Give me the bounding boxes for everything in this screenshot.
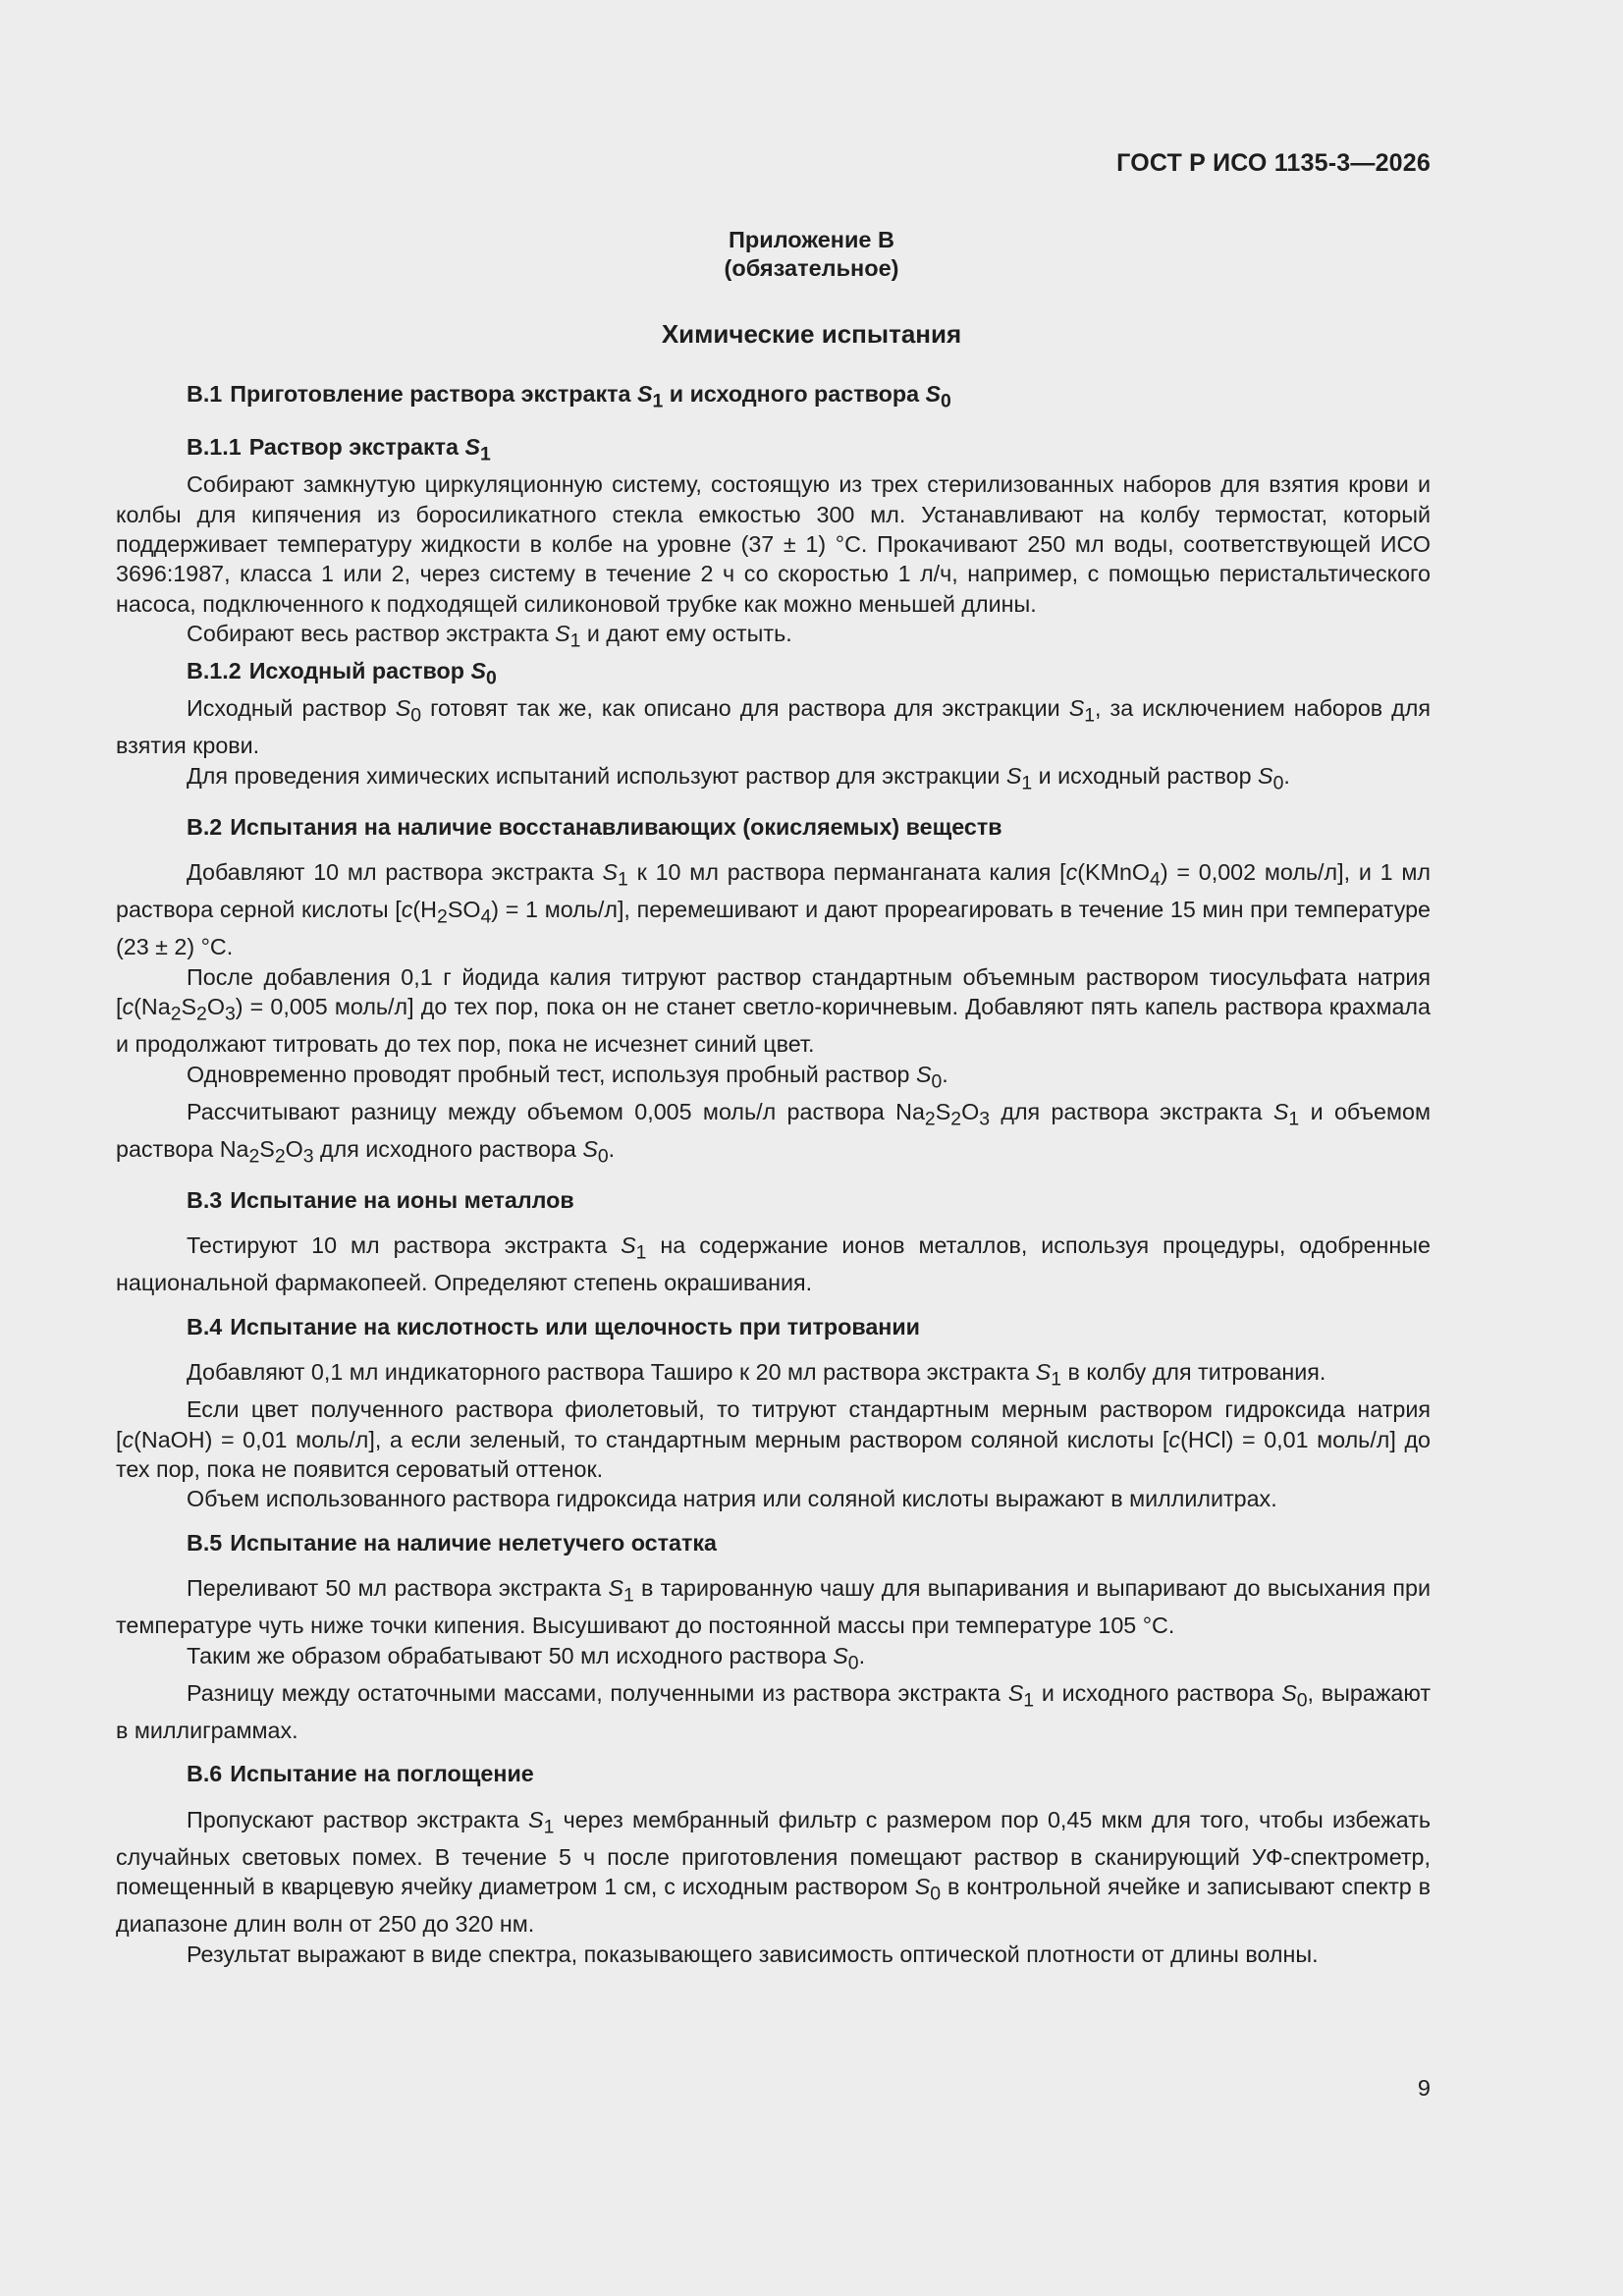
- section-heading: [116, 379, 1431, 416]
- section-gap: [116, 1172, 1431, 1185]
- subsection-heading: [116, 656, 1431, 693]
- section-title: Испытание на наличие нелетучего остатка: [230, 1529, 718, 1556]
- section-gap: [116, 798, 1431, 812]
- subsection-heading: [116, 432, 1431, 469]
- paragraph: После добавления 0,1 г йодида калия титруют раствор стандартным объемным раствором тиосульфата натрия [$c(Na_2S_2O_3) = 0,005$ моль/л] до тех пор, пока он не станет светло-коричневым. Добавляют пять капель раствора крахмала и продолжают титровать до тех пор, пока не исчезнет синий цвет.: [116, 963, 1431, 1058]
- paragraph: Исходный раствор $S_0$ готовят так же, как описано для раствора для экстракции $S_1$, за исключением наборов для взятия крови.: [116, 695, 1431, 759]
- section-title: Раствор экстракта $S_1$: [248, 434, 491, 465]
- paragraph: Результат выражают в виде спектра, показывающего зависимость оптической плотности от длины волны.: [187, 1941, 1319, 1967]
- section-title: Приготовление раствора экстракта $S_1$ и исходного раствора $S_0$: [230, 381, 951, 412]
- document-code: ГОСТ Р ИСО 1135-3—2026: [1116, 149, 1431, 177]
- section-heading: [116, 1759, 1431, 1788]
- page-number: 9: [1417, 2075, 1431, 2101]
- section-number: В.6: [187, 1761, 223, 1787]
- section-number: В.1.2: [187, 658, 242, 684]
- section-title: Исходный раствор $S_0$: [248, 658, 497, 689]
- paragraph: Таким же образом обрабатывают 50 мл исходного раствора $S_0$.: [187, 1642, 866, 1674]
- paragraph: Пропускают раствор экстракта $S_1$ через мембранный фильтр с размером пор 0,45 мкм для того, чтобы избежать случайных световых помех. В течение 5 ч после приготовления помещают раствор в сканирующий УФ-спектрометр, помещенный в кварцевую ячейку диаметром 1 см, с исходным раствором $S_0$ в контрольной ячейке и записывают спектр в диапазоне длин волн от 250 до 320 нм.: [116, 1806, 1432, 1938]
- annex-label: Приложение В: [729, 227, 894, 252]
- section-heading: [116, 1185, 1431, 1215]
- section-number: В.4: [187, 1313, 223, 1339]
- section-number: В.3: [187, 1186, 223, 1213]
- document-body: [116, 379, 1431, 1969]
- paragraph: Объем использованного раствора гидроксида натрия или соляной кислоты выражают в миллилитрах.: [187, 1486, 1277, 1512]
- paragraph: Если цвет полученного раствора фиолетовый, то титруют стандартным мерным раствором гидроксида натрия [c(NaOH) = 0,01 моль/л], а если зеленый, то стандартным мерным раствором соляной кислоты [c(HCl) = 0,01 моль/л] до тех пор, пока не появится сероватый оттенок.: [116, 1396, 1431, 1482]
- paragraph: Для проведения химических испытаний используют раствор для экстракции $S_1$ и исходный раствор $S_0$.: [187, 762, 1290, 794]
- section-heading: [116, 1528, 1431, 1558]
- paragraph: Добавляют 0,1 мл индикаторного раствора Таширо к 20 мл раствора экстракта $S_1$ в колбу для титрования.: [187, 1359, 1326, 1391]
- section-heading: [116, 812, 1431, 842]
- section-title: Испытание на кислотность или щелочность при титровании: [230, 1313, 921, 1339]
- section-number: В.1: [187, 381, 223, 407]
- section-number: В.1.1: [187, 434, 242, 461]
- section-gap: [116, 1514, 1431, 1528]
- section-heading: [116, 1312, 1431, 1341]
- paragraph: Одновременно проводят пробный тест, используя пробный раствор $S_0$.: [187, 1061, 948, 1093]
- section-title: Испытания на наличие восстанавливающих (окисляемых) веществ: [230, 813, 1002, 840]
- paragraph: Переливают 50 мл раствора экстракта $S_1$ в тарированную чашу для выпаривания и выпаривают до высыхания при температуре чуть ниже точки кипения. Высушивают до постоянной массы при температуре 105 °С.: [116, 1575, 1431, 1639]
- section-title: Испытание на поглощение: [230, 1761, 534, 1787]
- section-number: В.2: [187, 813, 223, 840]
- section-gap: [116, 1298, 1431, 1312]
- section-gap: [116, 1745, 1431, 1759]
- annex-title: Химические испытания: [661, 319, 962, 349]
- section-title: Испытание на ионы металлов: [230, 1186, 574, 1213]
- paragraph: Добавляют 10 мл раствора экстракта $S_1$ к 10 мл раствора перманганата калия [c(KMnO$_4$) = 0,002 моль/л], и 1 мл раствора серной кислоты [$c(H_2SO_4) = 1$ моль/л], перемешивают и дают прореагировать в течение 15 мин при температуре (23 ± 2) °С.: [116, 859, 1432, 960]
- section-number: В.5: [187, 1529, 223, 1556]
- paragraph: Рассчитывают разницу между объемом 0,005 моль/л раствора $Na_2S_2O_3$ для раствора экстракта $S_1$ и объемом раствора $Na_2S_2O_3$ для исходного раствора $S_0$.: [116, 1098, 1431, 1168]
- annex-status: (обязательное): [724, 255, 899, 281]
- annex-heading: [0, 226, 1623, 283]
- paragraph: Собирают замкнутую циркуляционную систему, состоящую из трех стерилизованных наборов для взятия крови и колбы для кипячения из боросиликатного стекла емкостью 300 мл. Устанавливают на колбу термостат, который поддерживает температуру жидкости в колбе на уровне (37 ± 1) °С. Прокачивают 250 мл воды, соответствующей ИСО 3696:1987, класса 1 или 2, через систему в течение 2 ч со скоростью 1 л/ч, например, с помощью перистальтического насоса, подключенного к подходящей силиконовой трубке как можно меньшей длины.: [116, 471, 1431, 617]
- paragraph: Тестируют 10 мл раствора экстракта $S_1$ на содержание ионов металлов, используя процедуры, одобренные национальной фармакопеей. Определяют степень окрашивания.: [116, 1232, 1431, 1296]
- paragraph: Разницу между остаточными массами, полученными из раствора экстракта $S_1$ и исходного раствора $S_0$, выражают в миллиграммах.: [116, 1679, 1431, 1743]
- paragraph: Собирают весь раствор экстракта $S_1$ и дают ему остыть.: [187, 621, 792, 652]
